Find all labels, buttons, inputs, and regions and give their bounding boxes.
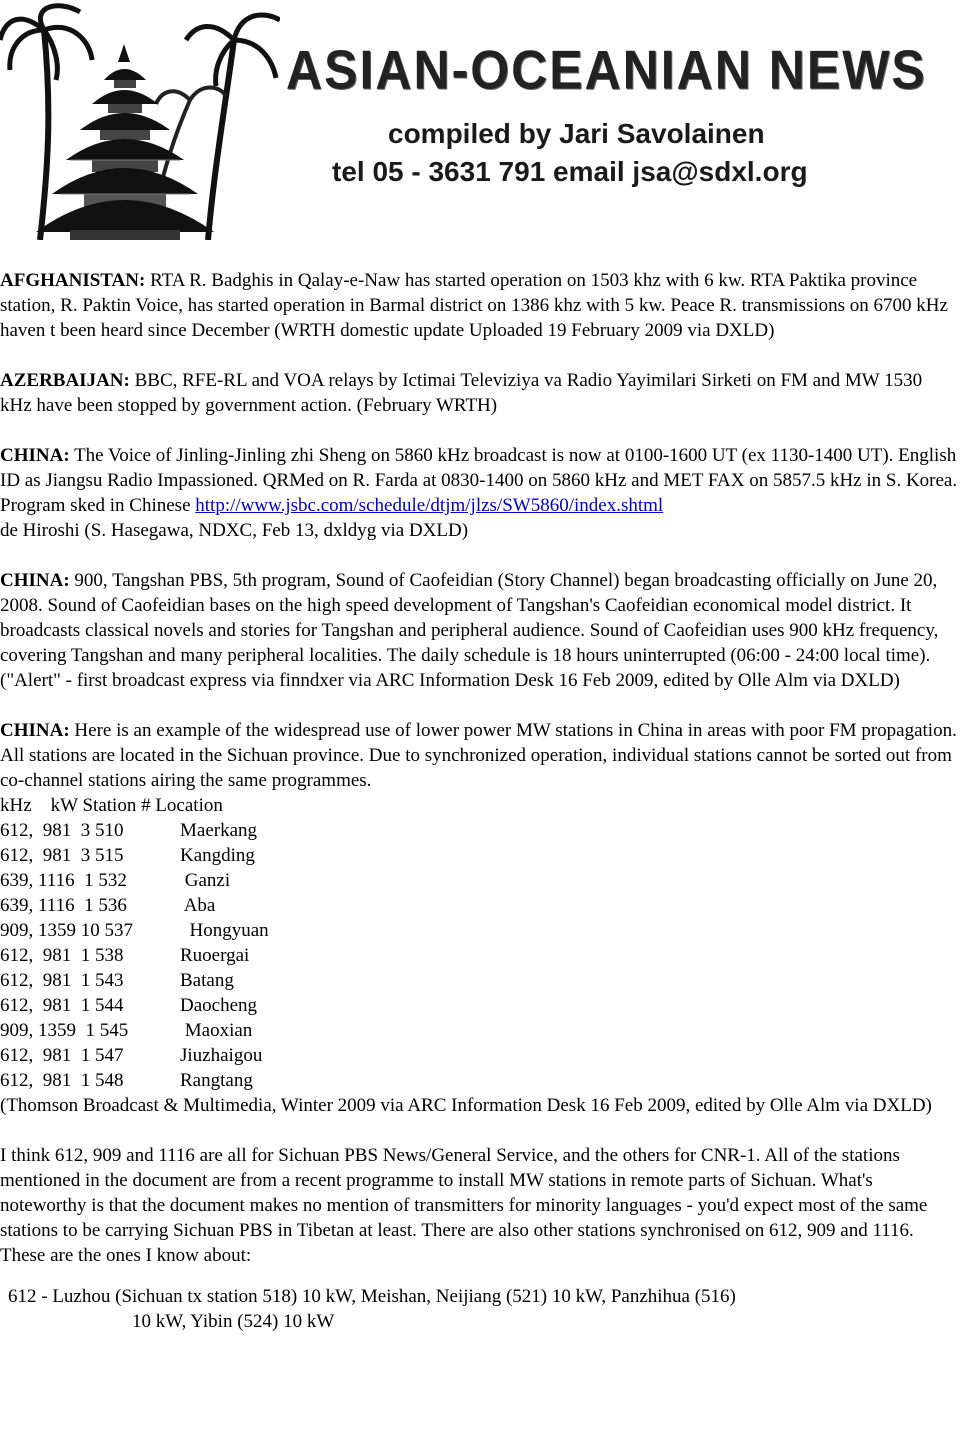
table-row [0,843,958,868]
contact-info: tel 05 - 3631 791 email jsa@sdxl.org [332,156,808,187]
azerbaijan-item [0,368,958,418]
country-tag: CHINA: [0,570,70,591]
station-location: Kangding [180,845,255,866]
station-location: Ganzi [180,870,231,891]
commentary-paragraph: I think 612, 909 and 1116 are all for Sichuan PBS News/General Service, and the others for CNR-1. All of the stations mentioned in the document are from a recent programme to install MW stations in remote parts of Sichuan. What's noteworthy is that the document makes no mention of transmitters for minority languages - you'd expect most of the same stations to be carrying Sichuan PBS in Tibetan at least. There are also other stations synchronised on 612, 909 and 1116. These are the ones I know about: [0,1145,928,1266]
station-location: Maerkang [180,820,258,841]
header-banner [0,0,960,240]
item-source: (Thomson Broadcast & Multimedia, Winter 2009 via ARC Information Desk 16 Feb 2009, edited by Olle Alm via DXLD) [0,1095,932,1116]
station-location: Aba [180,895,216,916]
sked-label: Program sked in Chinese [0,495,196,516]
sked-link[interactable]: http://www.jsbc.com/schedule/dtjm/jlzs/SW5860/index.shtml [195,495,664,516]
country-tag: CHINA: [0,720,70,741]
item-text: RTA R. Badghis in Qalay-e-Naw has started operation on 1503 khz with 6 kw. RTA Paktika province station, R. Paktin Voice, has started operation in Barmal district on 1386 khz with 5 kw. Peace R. transmissions on 6700 kHz haven t been heard since December (WRTH domestic update Uploaded 19 February 2009 via DXLD) [0,270,948,341]
item-source: de Hiroshi (S. Hasegawa, NDXC, Feb 13, dxldyg via DXLD) [0,520,469,541]
station-table-header: kHz kW Station # Location [0,795,223,816]
station-list-line: 10 kW, Yibin (524) 10 kW [132,1311,335,1332]
news-content [0,268,958,1334]
table-row [0,943,958,968]
station-freq-power: 909, 1359 1 545 [0,1020,129,1041]
station-freq-power: 909, 1359 10 537 [0,920,133,941]
station-location: Jiuzhaigou [180,1045,263,1066]
station-freq-power: 612, 981 3 515 [0,845,124,866]
station-location: Hongyuan [180,920,269,941]
china-caofeidian-item [0,568,958,693]
pagoda-palm-illustration [0,0,280,240]
table-row [0,993,958,1018]
table-row [0,968,958,993]
station-freq-power: 639, 1116 1 536 [0,895,127,916]
station-location: Batang [180,970,234,991]
table-row [0,818,958,843]
table-row [0,1018,958,1043]
item-text: BBC, RFE-RL and VOA relays by Ictimai Televiziya va Radio Yayimilari Sirketi on FM and MW 1530 kHz have been stopped by government action. (February WRTH) [0,370,923,416]
table-row [0,893,958,918]
station-location: Rangtang [180,1070,253,1091]
masthead-title: ASIAN-OCEANIAN NEWS [286,39,927,101]
station-location: Maoxian [180,1020,253,1041]
afghanistan-item [0,268,958,343]
station-location: Daocheng [180,995,258,1016]
item-text: The Voice of Jinling-Jinling zhi Sheng on 5860 kHz broadcast is now at 0100-1600 UT (ex 1130-1400 UT). English ID as Jiangsu Radio Impassioned. QRMed on R. Farda at 0830-1400 on 5860 kHz and MET FAX on 5857.5 kHz in S. Korea. [0,445,958,491]
country-tag: CHINA: [0,445,70,466]
table-row [0,918,958,943]
station-freq-power: 612, 981 1 548 [0,1070,124,1091]
item-text: Here is an example of the widespread use of lower power MW stations in China in areas with poor FM propagation. All stations are located in the Sichuan province. Due to synchronized operation, individual stations cannot be sorted out from co-channel stations airing the same programmes. [0,720,957,791]
china-jinling-item [0,443,958,493]
program-sked-line [0,493,958,518]
station-freq-power: 612, 981 1 543 [0,970,124,991]
station-freq-power: 612, 981 1 547 [0,1045,124,1066]
station-list-line: 612 - Luzhou (Sichuan tx station 518) 10 kW, Meishan, Neijiang (521) 10 kW, Panzhihua (516) [8,1286,736,1307]
table-row [0,868,958,893]
station-location: Ruoergai [180,945,250,966]
station-freq-power: 612, 981 1 538 [0,945,124,966]
country-tag: AZERBAIJAN: [0,370,130,391]
station-freq-power: 612, 981 3 510 [0,820,124,841]
china-sichuan-item [0,718,958,793]
station-freq-power: 639, 1116 1 532 [0,870,127,891]
table-row [0,1068,958,1093]
compiled-by: compiled by Jari Savolainen [388,118,765,149]
station-freq-power: 612, 981 1 544 [0,995,124,1016]
item-text: 900, Tangshan PBS, 5th program, Sound of Caofeidian (Story Channel) began broadcasting officially on June 20, 2008. Sound of Caofeidian bases on the high speed development of Tangshan's Caofeidian economical model district. It broadcasts classical novels and stories for Tangshan and peripheral audience. Sound of Caofeidian uses 900 kHz frequency, covering Tangshan and many peripheral localities. The daily schedule is 18 hours uninterrupted (06:00 - 24:00 local time). ("Alert" - first broadcast express via finndxer via ARC Information Desk 16 Feb 2009, edited by Olle Alm via DXLD) [0,570,939,691]
station-table [0,818,958,1093]
country-tag: AFGHANISTAN: [0,270,146,291]
table-row [0,1043,958,1068]
